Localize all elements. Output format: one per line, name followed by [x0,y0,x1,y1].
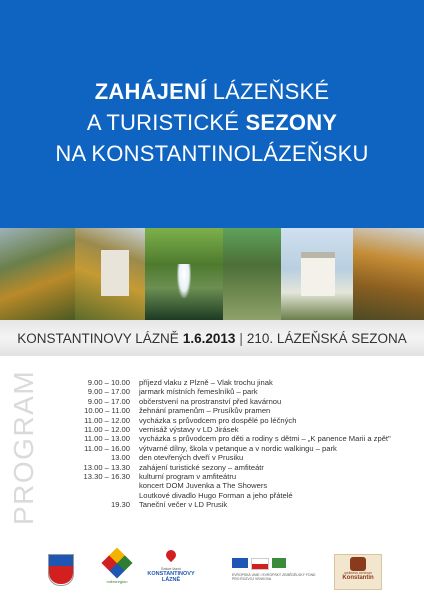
event-title [0,76,424,169]
photo-strip [0,228,424,320]
title-word-bold-1: ZAHÁJENÍ [94,79,207,104]
schedule-row [62,444,422,453]
schedule-event: výtvarné dílny, škola v petanque a v nordic walkingu – park [139,443,337,453]
wellness-center-logo [334,554,382,590]
schedule-time: 13.30 – 16.30 [83,471,130,481]
schedule-time: 9.00 – 10.00 [87,378,130,387]
fountain-spray [177,264,191,298]
schedule-row [62,378,422,387]
schedule-time: 19.30 [110,500,130,510]
leader-icon [272,558,286,568]
photo-villa [75,228,145,320]
sponsor-logos [0,548,424,594]
schedule-row [62,387,422,396]
title-line-2 [0,107,424,138]
eu-funding-text: EVROPSKÁ UNIE / EVROPSKÝ ZEMĚDĚLSKÝ FOND PRO ROZVOJ VENKOVA [232,573,316,581]
schedule-time: 10.00 – 11.00 [84,406,130,416]
schedule-row [62,397,422,406]
schedule-row [62,481,422,490]
schedule-event: žehnání pramenům – Prusíkův pramen [139,406,271,416]
title-line-1 [0,76,424,107]
season-label: 210. LÁZEŇSKÁ SEZONA [246,330,407,346]
schedule-time: 13.00 – 13.30 [83,462,130,472]
spa-town-logo-tagline: Srdce lázní [160,566,181,571]
schedule-event: příjezd vlaku z Plzně – Vlak trochu jinak [139,378,273,387]
schedule-row [62,425,422,434]
schedule-event: Loutkové divadlo Hugo Forman a jeho přátelé [139,490,293,500]
photo-pavilion [281,228,353,320]
program-label: PROGRAM [8,369,39,525]
schedule-event: vycházka s průvodcem pro dospělé po léčných [139,415,297,425]
schedule-row [62,434,422,443]
schedule-event: jarmark místních řemeslníků – park [139,387,258,397]
photo-garden [223,228,281,320]
schedule-time: 9.00 – 17.00 [87,396,130,406]
eu-funding-logos [232,558,318,584]
microregion-mark-icon [101,547,132,578]
schedule-row [62,453,422,462]
schedule-event: Taneční večer v LD Prusik [139,500,228,510]
title-word-light-1: LÁZEŇSKÉ [212,79,330,104]
heart-icon [164,548,178,562]
place-name: KONSTANTINOVY LÁZNĚ [17,330,179,346]
eu-flag-icon [232,558,248,568]
schedule-row [62,472,422,481]
event-date: 1.6.2013 [182,330,236,346]
spa-town-logo-text: KONSTANTINOVY LÁZNĚ [147,571,195,583]
schedule-event: zahájení turistické sezony – amfiteátr [139,462,264,472]
spa-town-logo [143,550,199,592]
schedule-row [62,416,422,425]
schedule-event: den otevřených dveří v Prusiku [139,453,244,463]
schedule-list [62,378,422,509]
wellness-logo-text: Konstantin [342,575,374,581]
schedule-row [62,463,422,472]
schedule-time: 11.00 – 12.00 [84,424,130,434]
schedule-event: koncert DOM Juvenka a The Showers [139,481,268,491]
schedule-row [62,500,422,509]
schedule-time: 11.00 – 12.00 [84,415,130,425]
czech-flag-icon [251,558,269,570]
schedule-event: vernisáž výstavy v LD Jirásek [139,424,239,434]
photo-fountain [145,228,223,320]
band-separator: | [239,330,243,346]
schedule-event: občerstvení na prostranství před kavárnou [139,396,282,406]
schedule-row [62,491,422,500]
schedule-event: kulturní program v amfiteátru [139,471,237,481]
wellness-mark-icon [350,557,366,571]
photo-spa-house [353,228,424,320]
schedule-time: 11.00 – 16.00 [84,443,130,453]
schedule-event: vycházka s průvodcem pro děti a rodiny s dětmi – „K panence Marii a zpět" [139,434,391,444]
schedule-row [62,406,422,415]
pavilion-building [301,252,335,296]
date-band [0,320,424,356]
wellness-logo-tagline: wellness centrum [344,571,372,575]
microregion-logo-text: mikroregion [106,579,128,584]
photo-autumn-park [0,228,75,320]
microregion-logo [100,552,134,592]
villa-building [101,250,129,296]
title-word-bold-2: SEZONY [245,110,338,135]
title-line-3: NA KONSTANTINOLÁZEŇSKU [55,141,369,166]
schedule-time: 11.00 – 13.00 [84,434,130,444]
coat-of-arms-logo [48,554,74,586]
schedule-time: 9.00 – 17.00 [87,387,130,397]
schedule-time: 13.00 [110,453,130,463]
title-word-light-2: A TURISTICKÉ [86,110,240,135]
title-banner [0,0,424,228]
